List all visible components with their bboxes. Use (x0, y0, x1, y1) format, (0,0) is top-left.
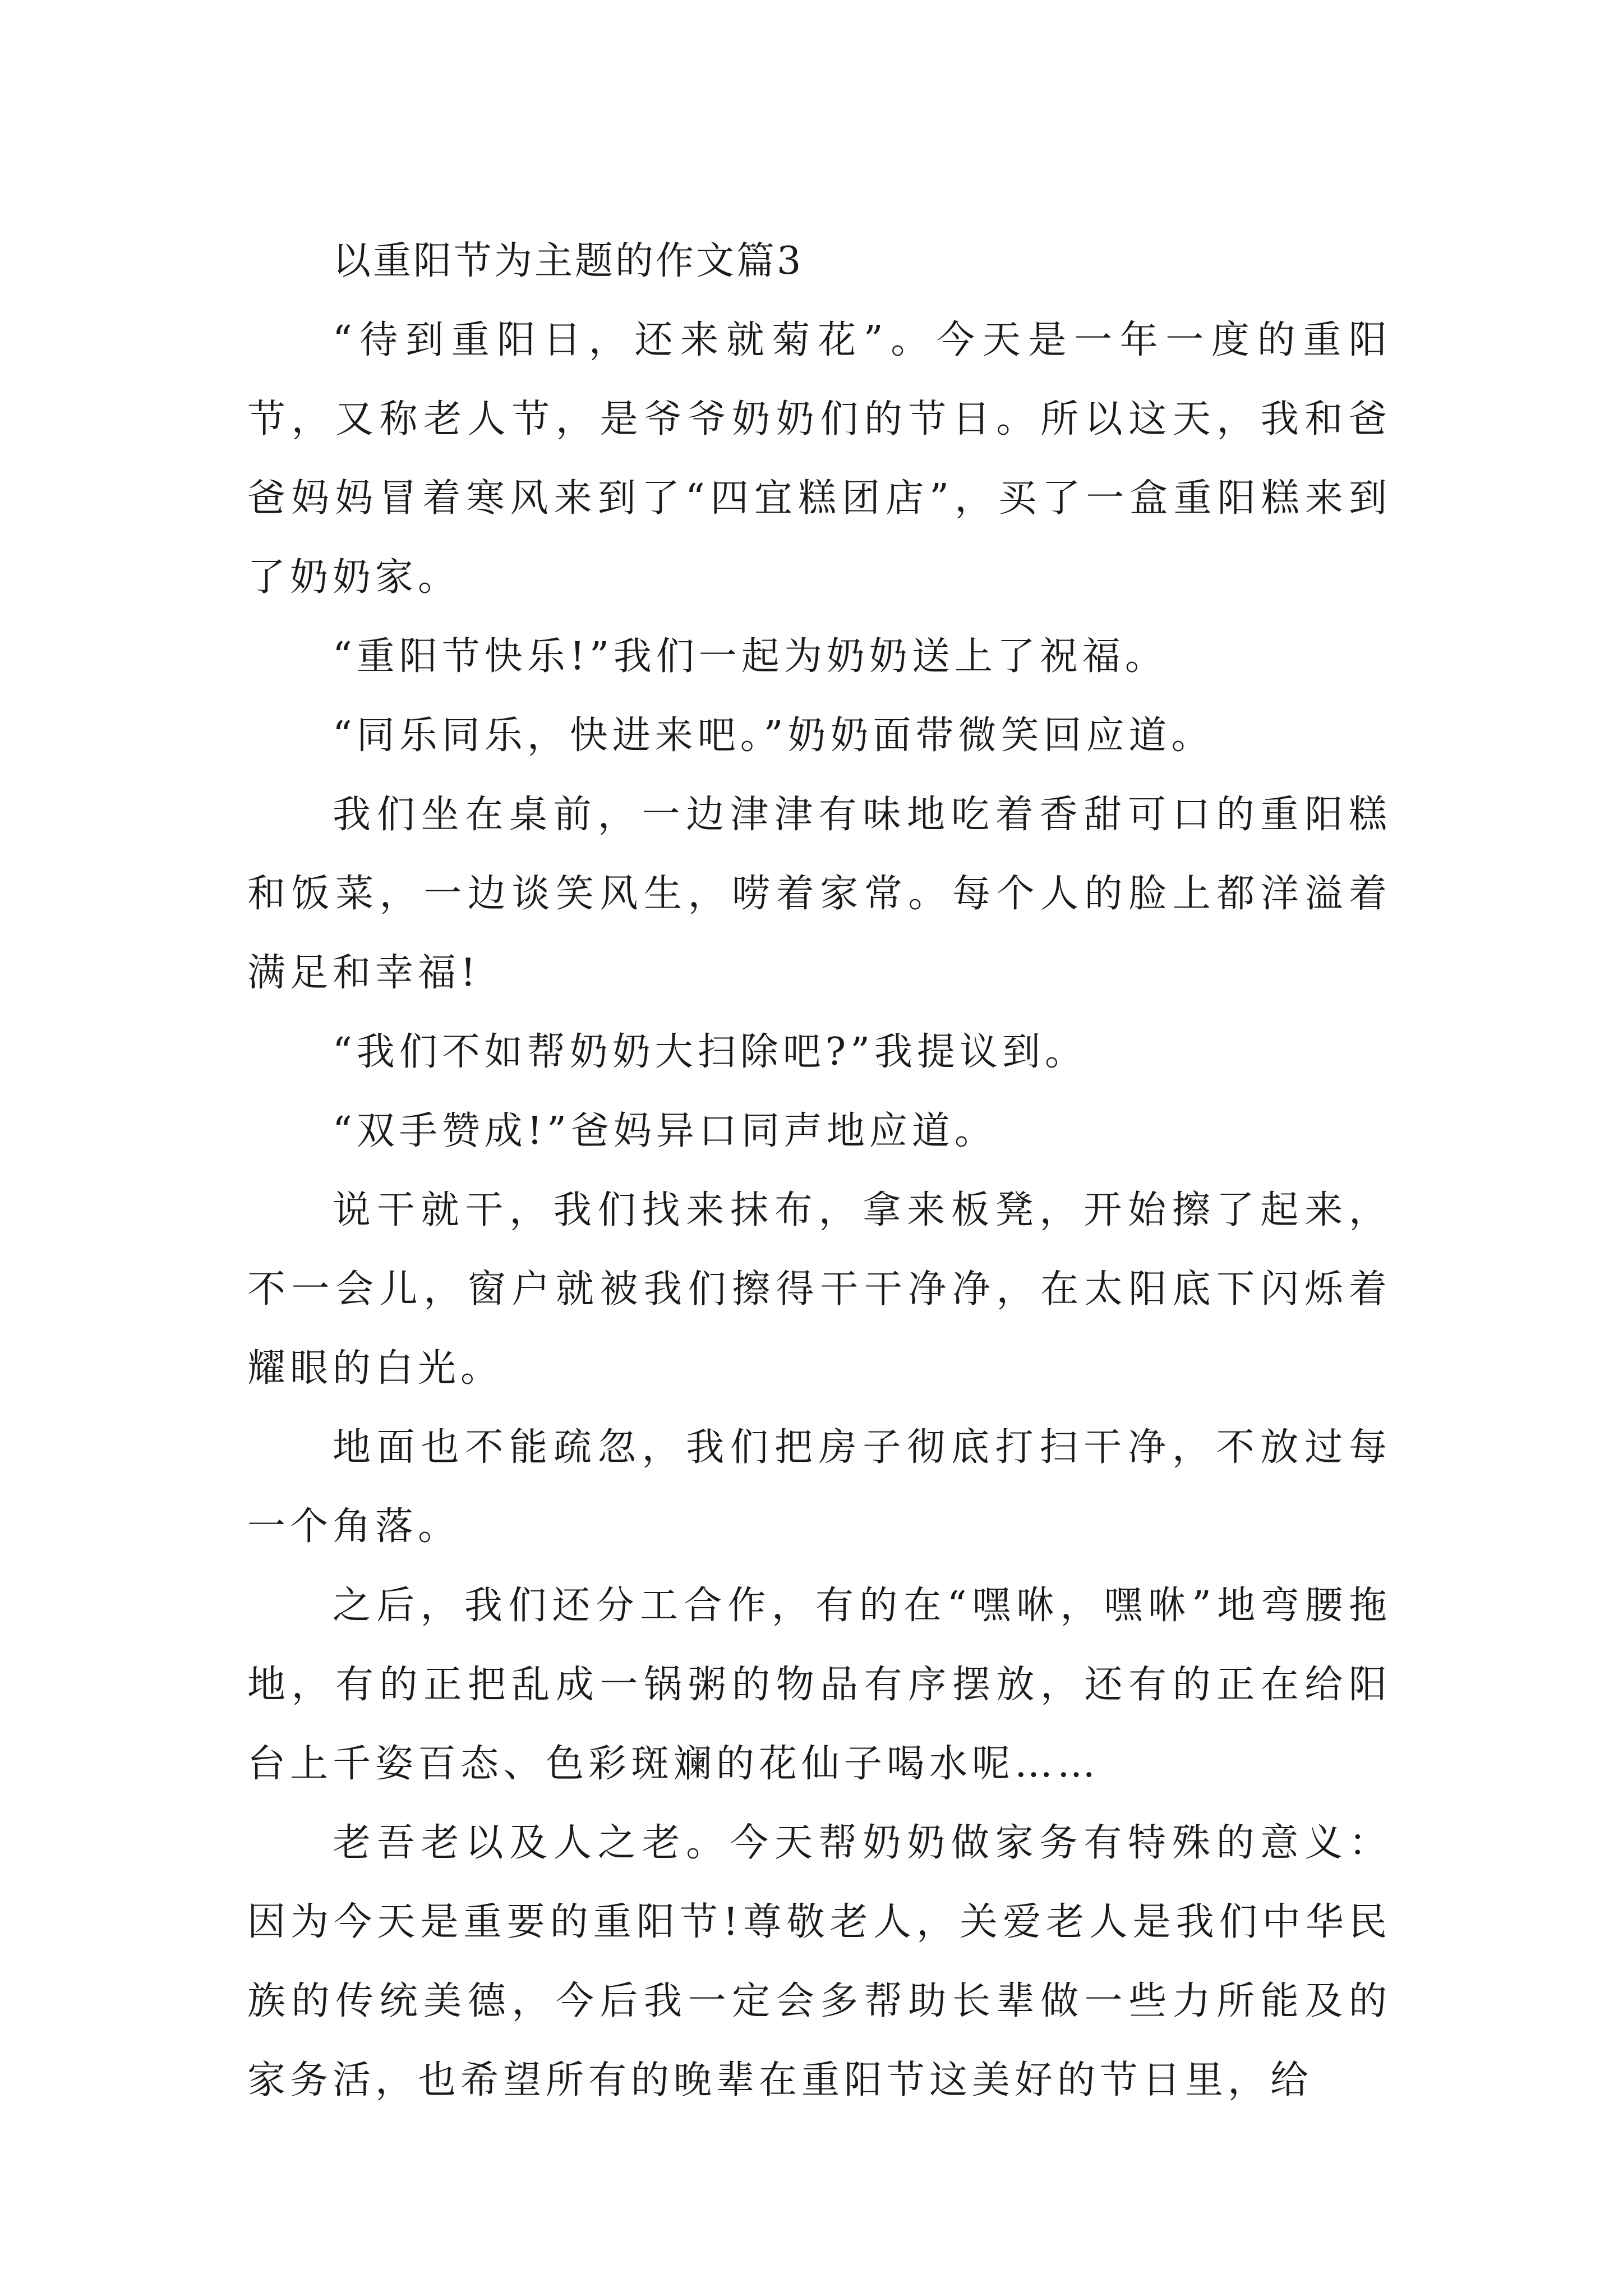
paragraph-5: “我们不如帮奶奶大扫除吧?”我提议到。 (333, 1030, 1087, 1074)
paragraph-10: 老吾老以及人之老。今天帮奶奶做家务有特殊的意义：因为今天是重要的重阳节!尊敬老人，关爱老人是我们中华民族的传统美德，今后我一定会多帮助长辈做一些力所能及的家务活，也希望所有的晚辈在重阳节这美好的节日里，给 (247, 1821, 1391, 2102)
paragraph-1: “待到重阳日，还来就菊花”。今天是一年一度的重阳节，又称老人节，是爷爷奶奶们的节日。所以这天，我和爸爸妈妈冒着寒风来到了“四宜糕团店”，买了一盒重阳糕来到了奶奶家。 (247, 318, 1391, 600)
paragraph-9: 之后，我们还分工合作，有的在“嘿咻，嘿咻”地弯腰拖地，有的正把乱成一锅粥的物品有序摆放，还有的正在给阳台上千姿百态、色彩斑斓的花仙子喝水呢…… (247, 1584, 1391, 1786)
paragraph-8: 地面也不能疏忽，我们把房子彻底打扫干净，不放过每一个角落。 (247, 1425, 1391, 1549)
paragraph-6: “双手赞成!”爸妈异口同声地应道。 (333, 1109, 997, 1153)
paragraph-4: 我们坐在桌前，一边津津有味地吃着香甜可口的重阳糕和饭菜，一边谈笑风生，唠着家常。每个人的脸上都洋溢着满足和幸福! (247, 793, 1391, 995)
paragraph-2: “重阳节快乐!”我们一起为奶奶送上了祝福。 (333, 634, 1168, 679)
essay-body (247, 222, 1391, 2120)
essay-title: 以重阳节为主题的作文篇3 (333, 239, 804, 283)
paragraph-7: 说干就干，我们找来抹布，拿来板凳，开始擦了起来，不一会儿，窗户就被我们擦得干干净净，在太阳底下闪烁着耀眼的白光。 (247, 1188, 1391, 1391)
paragraph-3: “同乐同乐，快进来吧。”奶奶面带微笑回应道。 (333, 714, 1214, 758)
